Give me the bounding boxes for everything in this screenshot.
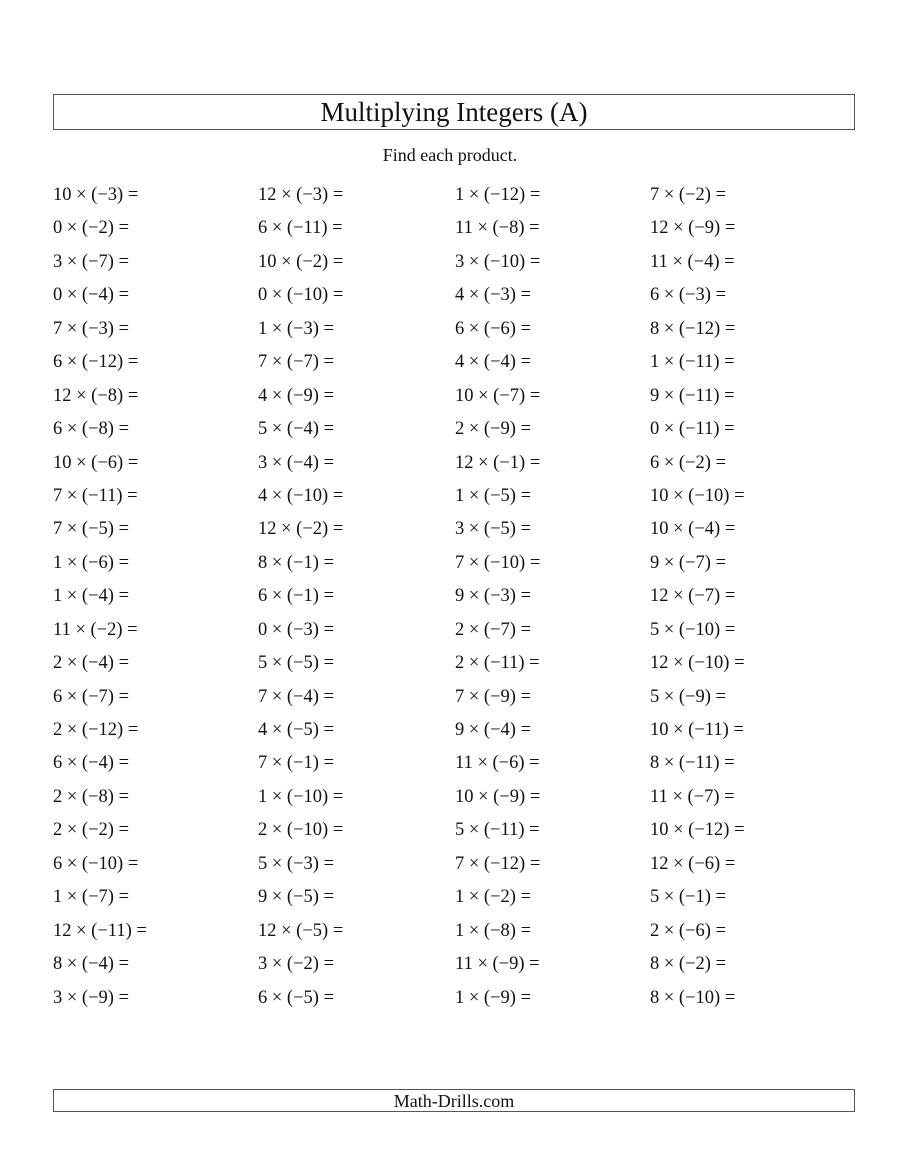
- problem-item: 5 × (−10) =: [650, 619, 736, 640]
- problem-item: 9 × (−7) =: [650, 552, 726, 573]
- problem-item: 10 × (−6) =: [53, 452, 139, 473]
- problem-item: 6 × (−4) =: [53, 753, 129, 774]
- problem-item: 11 × (−7) =: [650, 786, 735, 807]
- problem-item: 1 × (−2) =: [455, 887, 531, 908]
- problem-item: 12 × (−6) =: [650, 853, 736, 874]
- problem-item: 12 × (−2) =: [258, 519, 344, 540]
- problem-item: 7 × (−4) =: [258, 686, 334, 707]
- problem-item: 1 × (−7) =: [53, 887, 129, 908]
- problem-item: 11 × (−4) =: [650, 251, 735, 272]
- problem-item: 10 × (−11) =: [650, 720, 744, 740]
- problem-item: 7 × (−10) =: [455, 552, 541, 573]
- problem-item: 1 × (−3) =: [258, 318, 334, 339]
- problem-item: 5 × (−9) =: [650, 686, 726, 707]
- problem-item: 5 × (−1) =: [650, 887, 726, 908]
- problem-item: 9 × (−4) =: [455, 720, 531, 740]
- problem-item: 3 × (−10) =: [455, 251, 541, 272]
- problem-item: 12 × (−3) =: [258, 185, 344, 205]
- problem-item: 10 × (−7) =: [455, 385, 541, 406]
- problem-item: 4 × (−5) =: [258, 720, 334, 740]
- problem-item: 10 × (−9) =: [455, 786, 541, 807]
- problem-item: 10 × (−2) =: [258, 251, 344, 272]
- problem-item: 6 × (−12) =: [53, 352, 139, 373]
- problem-item: 4 × (−9) =: [258, 385, 334, 406]
- problem-item: 6 × (−1) =: [258, 586, 334, 607]
- problem-item: 8 × (−11) =: [650, 753, 735, 774]
- problem-item: 5 × (−11) =: [455, 820, 540, 841]
- problem-item: 1 × (−5) =: [455, 485, 531, 506]
- problem-item: 4 × (−4) =: [455, 352, 531, 373]
- problem-item: 8 × (−2) =: [650, 954, 726, 975]
- problem-item: 4 × (−10) =: [258, 485, 344, 506]
- problem-item: 0 × (−11) =: [650, 419, 735, 440]
- problem-item: 7 × (−5) =: [53, 519, 129, 540]
- problem-item: 3 × (−9) =: [53, 987, 129, 1008]
- problem-item: 5 × (−3) =: [258, 853, 334, 874]
- problem-item: 7 × (−12) =: [455, 853, 541, 874]
- problem-item: 12 × (−9) =: [650, 218, 736, 239]
- problem-item: 9 × (−5) =: [258, 887, 334, 908]
- problem-item: 7 × (−1) =: [258, 753, 334, 774]
- problem-item: 2 × (−6) =: [650, 920, 726, 941]
- problem-item: 6 × (−6) =: [455, 318, 531, 339]
- footer-box: [53, 1089, 855, 1112]
- problem-item: 9 × (−3) =: [455, 586, 531, 607]
- problem-item: 3 × (−5) =: [455, 519, 531, 540]
- problem-item: 7 × (−3) =: [53, 318, 129, 339]
- problem-item: 1 × (−11) =: [650, 352, 735, 373]
- problem-item: 2 × (−12) =: [53, 720, 139, 740]
- problem-item: 3 × (−2) =: [258, 954, 334, 975]
- title-box: [53, 94, 855, 130]
- problem-item: 12 × (−1) =: [455, 452, 541, 473]
- problem-item: 5 × (−5) =: [258, 653, 334, 674]
- problem-item: 1 × (−6) =: [53, 552, 129, 573]
- problem-item: 4 × (−3) =: [455, 285, 531, 306]
- problem-item: 7 × (−11) =: [53, 485, 138, 506]
- problem-item: 12 × (−11) =: [53, 920, 147, 941]
- problem-item: 7 × (−7) =: [258, 352, 334, 373]
- footer-text: Math-Drills.com: [393, 1090, 515, 1111]
- problem-item: 11 × (−9) =: [455, 954, 540, 975]
- problem-item: 11 × (−6) =: [455, 753, 540, 774]
- problem-grid: [53, 181, 863, 1017]
- problem-item: 2 × (−7) =: [455, 619, 531, 640]
- problem-item: 11 × (−2) =: [53, 619, 138, 640]
- instructions: Find each product.: [382, 145, 518, 165]
- problem-item: 1 × (−8) =: [455, 920, 531, 941]
- problem-item: 8 × (−4) =: [53, 954, 129, 975]
- problem-item: 2 × (−4) =: [53, 653, 129, 674]
- problem-item: 0 × (−4) =: [53, 285, 129, 306]
- problem-item: 10 × (−3) =: [53, 185, 139, 205]
- problem-item: 1 × (−10) =: [258, 786, 344, 807]
- problem-item: 9 × (−11) =: [650, 385, 735, 406]
- problem-item: 2 × (−2) =: [53, 820, 129, 841]
- problem-item: 1 × (−4) =: [53, 586, 129, 607]
- problem-item: 7 × (−2) =: [650, 185, 726, 205]
- problem-item: 0 × (−10) =: [258, 285, 344, 306]
- problem-item: 6 × (−11) =: [258, 218, 343, 239]
- problem-item: 5 × (−4) =: [258, 419, 334, 440]
- problem-item: 8 × (−12) =: [650, 318, 736, 339]
- problem-item: 10 × (−10) =: [650, 485, 745, 506]
- problem-item: 6 × (−10) =: [53, 853, 139, 874]
- problem-item: 6 × (−3) =: [650, 285, 726, 306]
- problem-item: 3 × (−4) =: [258, 452, 334, 473]
- problem-item: 1 × (−9) =: [455, 987, 531, 1008]
- problem-item: 0 × (−2) =: [53, 218, 129, 239]
- problem-item: 10 × (−4) =: [650, 519, 736, 540]
- problem-item: 2 × (−9) =: [455, 419, 531, 440]
- problem-item: 12 × (−5) =: [258, 920, 344, 941]
- problem-item: 6 × (−2) =: [650, 452, 726, 473]
- problem-item: 6 × (−5) =: [258, 987, 334, 1008]
- problem-item: 12 × (−7) =: [650, 586, 736, 607]
- problem-item: 0 × (−3) =: [258, 619, 334, 640]
- problem-item: 2 × (−10) =: [258, 820, 344, 841]
- problem-item: 6 × (−8) =: [53, 419, 129, 440]
- problem-item: 3 × (−7) =: [53, 251, 129, 272]
- problem-item: 12 × (−10) =: [650, 653, 745, 674]
- problem-item: 1 × (−12) =: [455, 185, 541, 205]
- problem-item: 2 × (−11) =: [455, 653, 540, 674]
- problem-item: 11 × (−8) =: [455, 218, 540, 239]
- page-title: Multiplying Integers (A): [320, 96, 588, 127]
- problem-item: 6 × (−7) =: [53, 686, 129, 707]
- problem-item: 2 × (−8) =: [53, 786, 129, 807]
- problem-item: 12 × (−8) =: [53, 385, 139, 406]
- problem-item: 8 × (−1) =: [258, 552, 334, 573]
- problem-item: 7 × (−9) =: [455, 686, 531, 707]
- problem-item: 8 × (−10) =: [650, 987, 736, 1008]
- problem-item: 10 × (−12) =: [650, 820, 745, 841]
